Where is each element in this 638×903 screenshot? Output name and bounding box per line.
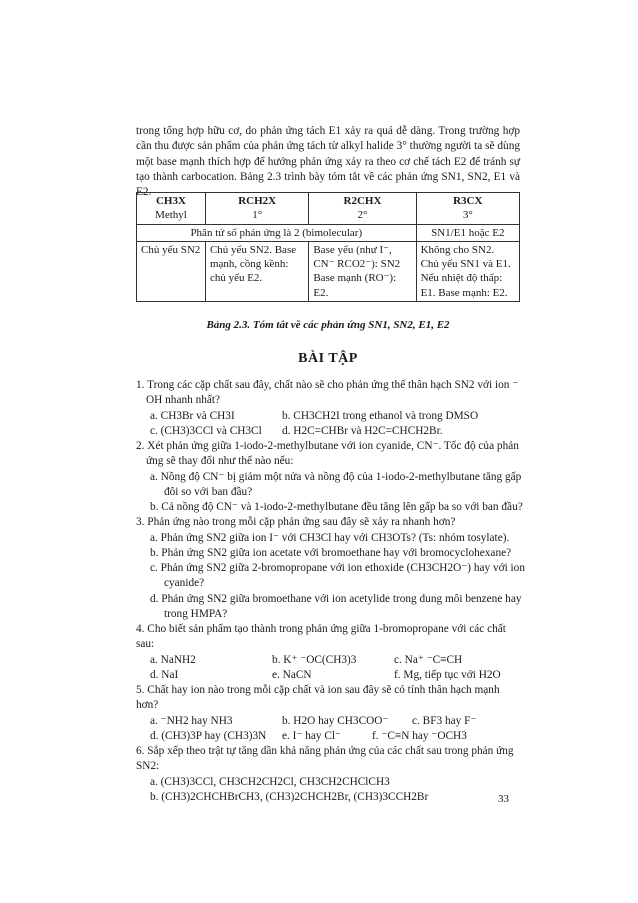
exercise-option: c. (CH3)3CCl và CH3Cl — [150, 424, 262, 437]
page-number: 33 — [498, 793, 509, 805]
exercise-line: 6. Sắp xếp theo trật tự tăng dần khả năng phản ứng của các chất sau trong phản ứng — [136, 745, 514, 757]
section-heading: BÀI TẬP — [298, 351, 358, 366]
col-primary — [205, 193, 308, 225]
exercise-line: ứng sẽ thay đổi như thế nào nếu: — [146, 455, 294, 468]
bimolecular-cell: Phân tử số phản ứng là 2 (bimolecular) — [137, 224, 417, 241]
type-tertiary: 3° — [462, 209, 473, 222]
col-tertiary — [416, 193, 519, 225]
exercise-option: a. CH3Br và CH3I — [150, 409, 235, 422]
table-header-row — [137, 193, 520, 225]
exercise-option: f. Mg, tiếp tục với H2O — [394, 668, 501, 681]
exercise-option: e. I⁻ hay Cl⁻ — [282, 729, 341, 742]
table-mechanism-row — [137, 224, 520, 241]
exercise-line: cyanide? — [164, 577, 205, 590]
col-methyl — [137, 193, 206, 225]
table-detail-row — [137, 241, 520, 301]
tertiary-detail-cell: Không cho SN2. Chủ yếu SN1 và E1. Nếu nhiệt độ thấp: E1. Base mạnh: E2. — [416, 241, 519, 301]
exercise-line: b. Phản ứng SN2 giữa ion acetate với bromoethane hay với bromocyclohexane? — [150, 546, 512, 559]
exercise-line: 2. Xét phản ứng giữa 1-iodo-2-methylbutane với ion cyanide, CN⁻. Tốc độ của phản — [136, 440, 519, 452]
exercise-line: d. Phản ứng SN2 giữa bromoethane với ion acetylide trong dung môi benzene hay — [150, 592, 522, 605]
exercise-option: d. H2C=CHBr và H2C=CHCH2Br. — [282, 424, 443, 437]
tertiary-mechanism-cell: SN1/E1 hoặc E2 — [416, 224, 519, 241]
type-methyl: Methyl — [155, 209, 187, 222]
exercise-line: SN2: — [136, 760, 160, 773]
exercise-option: d. NaI — [150, 668, 179, 681]
exercise-option: d. (CH3)3P hay (CH3)3N — [150, 729, 267, 742]
formula-methyl: CH3X — [155, 195, 186, 207]
exercise-option: b. K⁺ ⁻OC(CH3)3 — [272, 653, 357, 666]
exercise-line — [136, 424, 520, 439]
exercise-option: c. BF3 hay F⁻ — [412, 714, 477, 727]
exercise-line — [136, 714, 520, 729]
exercise-list — [136, 378, 525, 805]
col-secondary — [309, 193, 416, 225]
exercise-line — [136, 409, 520, 424]
type-primary: 1° — [252, 209, 263, 222]
type-secondary: 2° — [357, 209, 368, 222]
formula-tertiary: R3CX — [453, 195, 483, 207]
secondary-detail-cell: Base yếu (như I⁻, CN⁻ RCO2⁻): SN2 Base mạnh (RO⁻): E2. — [309, 241, 416, 301]
exercise-line — [136, 653, 520, 668]
intro-paragraph: trong tổng hợp hữu cơ, do phản ứng tách E1 xảy ra quá dễ dàng. Trong trường hợp cần thu được sản phẩm của phản ứng tách từ alkyl halide 3° thường người ta sẽ dùng một base mạnh thích hợp để hướng phản ứng xảy ra theo cơ chế tách E2 để tránh sự tạo thành carbocation. Bảng 2.3 trình bày tóm tắt về các phản ứng SN1, SN2, E1 và E2. — [136, 125, 520, 198]
exercise-line: 1. Trong các cặp chất sau đây, chất nào sẽ cho phản ứng thế thân hạch SN2 với ion ⁻ — [136, 379, 519, 391]
exercise-line: c. Phản ứng SN2 giữa 2-bromopropane với ion ethoxide (CH3CH2O⁻) hay với ion — [150, 562, 525, 574]
exercise-option: b. CH3CH2I trong ethanol và trong DMSO — [282, 409, 479, 422]
exercise-option: a. NaNH2 — [150, 653, 196, 666]
exercise-option: c. Na⁺ ⁻C≡CH — [394, 653, 463, 666]
summary-table — [136, 192, 520, 302]
exercise-line: b. (CH3)2CHCHBrCH3, (CH3)2CHCH2Br, (CH3)3CCH2Br — [150, 790, 429, 803]
exercise-option: a. ⁻NH2 hay NH3 — [150, 714, 233, 727]
exercise-line: OH nhanh nhất? — [146, 394, 221, 407]
exercise-line: a. (CH3)3CCl, CH3CH2CH2Cl, CH3CH2CHClCH3 — [150, 775, 390, 788]
exercise-line: a. Phản ứng SN2 giữa ion I⁻ với CH3Cl hay với CH3OTs? (Ts: nhóm tosylate). — [150, 531, 510, 544]
exercise-option: b. H2O hay CH3COO⁻ — [282, 714, 389, 727]
methyl-detail-cell: Chủ yếu SN2 — [137, 241, 206, 301]
table-caption: Bảng 2.3. Tóm tắt về các phản ứng SN1, SN2, E1, E2 — [206, 319, 450, 331]
exercise-option: e. NaCN — [272, 668, 312, 681]
exercise-line: 5. Chất hay ion nào trong mỗi cặp chất và ion sau đây sẽ có tính thân hạch mạnh — [136, 684, 500, 696]
exercise-line — [136, 668, 520, 683]
exercise-option: f. ⁻C≡N hay ⁻OCH3 — [372, 729, 467, 742]
exercise-line: 3. Phản ứng nào trong mỗi cặp phản ứng sau đây sẽ xảy ra nhanh hơn? — [136, 516, 456, 529]
formula-primary: RCH2X — [238, 195, 277, 207]
exercise-line: trong HMPA? — [164, 607, 228, 620]
exercise-line — [136, 729, 520, 744]
exercise-line: a. Nồng độ CN⁻ bị giảm một nửa và nồng độ của 1-iodo-2-methylbutane tăng gấp — [150, 470, 522, 483]
formula-secondary: R2CHX — [343, 195, 382, 207]
exercise-line: 4. Cho biết sản phẩm tạo thành trong phản ứng giữa 1-bromopropane với các chất — [136, 623, 506, 635]
exercise-line: sau: — [136, 638, 155, 651]
exercise-line: b. Cả nồng độ CN⁻ và 1-iodo-2-methylbutane đều tăng lên gấp ba so với ban đầu? — [150, 501, 523, 513]
primary-detail-cell: Chủ yếu SN2. Base mạnh, cồng kềnh: chủ yếu E2. — [205, 241, 308, 301]
exercise-line: hơn? — [136, 699, 159, 712]
exercise-line: đôi so với ban đầu? — [164, 485, 253, 498]
